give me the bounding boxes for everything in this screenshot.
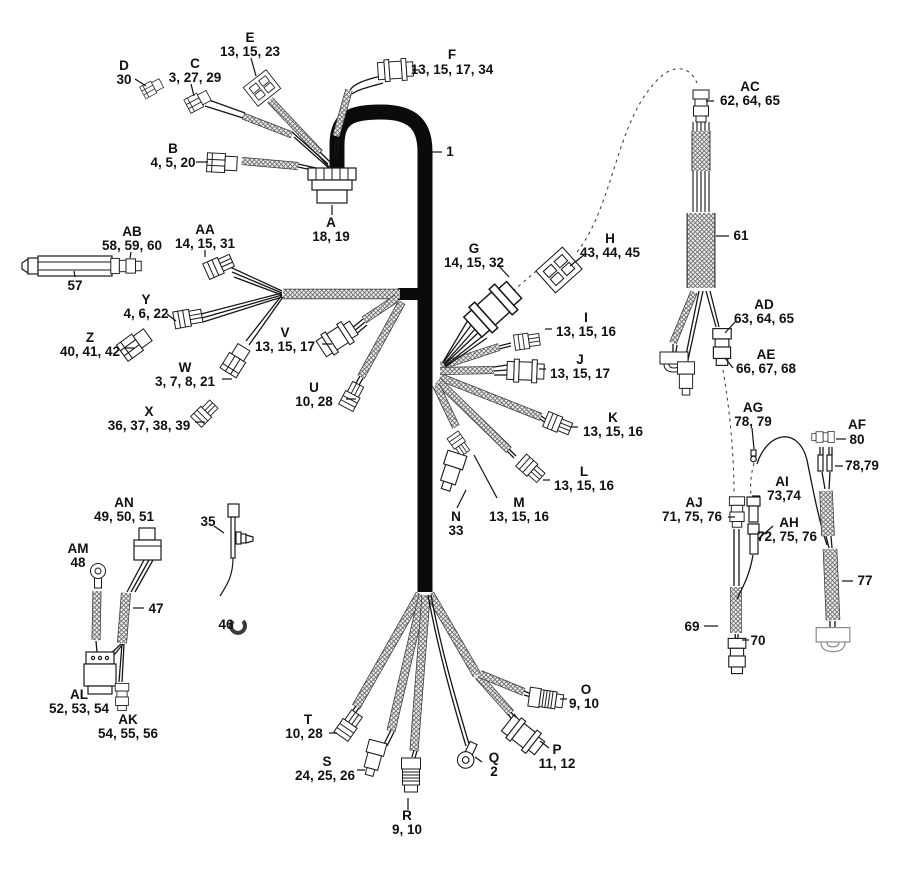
label-69: 69 [684, 619, 700, 634]
label-v: V 13, 15, 17 [254, 325, 316, 354]
label-78-79: 78,79 [845, 458, 879, 473]
label-77: 77 [857, 573, 873, 588]
label-q: Q 2 [488, 750, 500, 779]
label-l: L 13, 15, 16 [553, 464, 615, 493]
label-1: 1 [446, 144, 454, 159]
label-ak: AK 54, 55, 56 [97, 712, 159, 741]
label-k: K 13, 15, 16 [582, 410, 644, 439]
assembly-ab-57 [22, 256, 112, 276]
grommet-ag [751, 450, 757, 462]
label-61: 61 [733, 228, 749, 243]
connector-r [402, 758, 421, 792]
label-c: C 3, 27, 29 [168, 56, 222, 85]
label-o: O 9, 10 [568, 682, 600, 711]
label-35: 35 [200, 514, 216, 529]
label-w: W 3, 7, 8, 21 [154, 360, 216, 389]
label-af: AF 80 [848, 417, 866, 447]
label-aj: AJ 71, 75, 76 [661, 495, 723, 524]
label-f: F 13, 15, 17, 34 [410, 47, 494, 77]
label-e: E 13, 15, 23 [219, 30, 281, 59]
label-70: 70 [750, 633, 766, 648]
label-t: T 10, 28 [285, 712, 323, 741]
label-47: 47 [148, 601, 164, 616]
label-ah: AH 72, 75, 76 [756, 515, 818, 544]
label-s: S 24, 25, 26 [294, 754, 356, 783]
label-am: AM 48 [67, 541, 89, 570]
label-ae: AE 66, 67, 68 [735, 347, 797, 376]
label-ad: AD 63, 64, 65 [733, 297, 795, 326]
label-h: H 43, 44, 45 [579, 231, 641, 260]
label-ag: AG 78, 79 [734, 400, 772, 429]
label-ac: AC 62, 64, 65 [719, 79, 781, 108]
label-j: J 13, 15, 17 [549, 352, 611, 381]
label-g: G 14, 15, 32 [443, 241, 505, 270]
label-al: AL 52, 53, 54 [48, 687, 110, 716]
label-ab: AB 58, 59, 60 [101, 224, 163, 253]
label-z: Z 40, 41, 42 [59, 330, 121, 359]
label-aa: AA 14, 15, 31 [174, 222, 236, 251]
label-57: 57 [67, 278, 83, 293]
label-a: A 18, 19 [312, 215, 350, 244]
label-u: U 10, 28 [295, 380, 333, 409]
label-ai: AI 73,74 [767, 474, 801, 503]
label-p: P 11, 12 [538, 742, 576, 771]
label-n: N 33 [448, 509, 464, 538]
label-i: I 13, 15, 16 [555, 310, 617, 339]
label-46: 46 [218, 617, 234, 632]
connector-al [84, 652, 116, 694]
label-m: M 13, 15, 16 [488, 495, 550, 524]
label-d: D 30 [116, 58, 132, 87]
label-b: B 4, 5, 20 [150, 141, 196, 170]
label-x: X 36, 37, 38, 39 [107, 404, 191, 433]
label-y: Y 4, 6, 22 [123, 292, 169, 321]
label-an: AN 49, 50, 51 [93, 495, 155, 524]
label-r: R 9, 10 [391, 808, 423, 837]
